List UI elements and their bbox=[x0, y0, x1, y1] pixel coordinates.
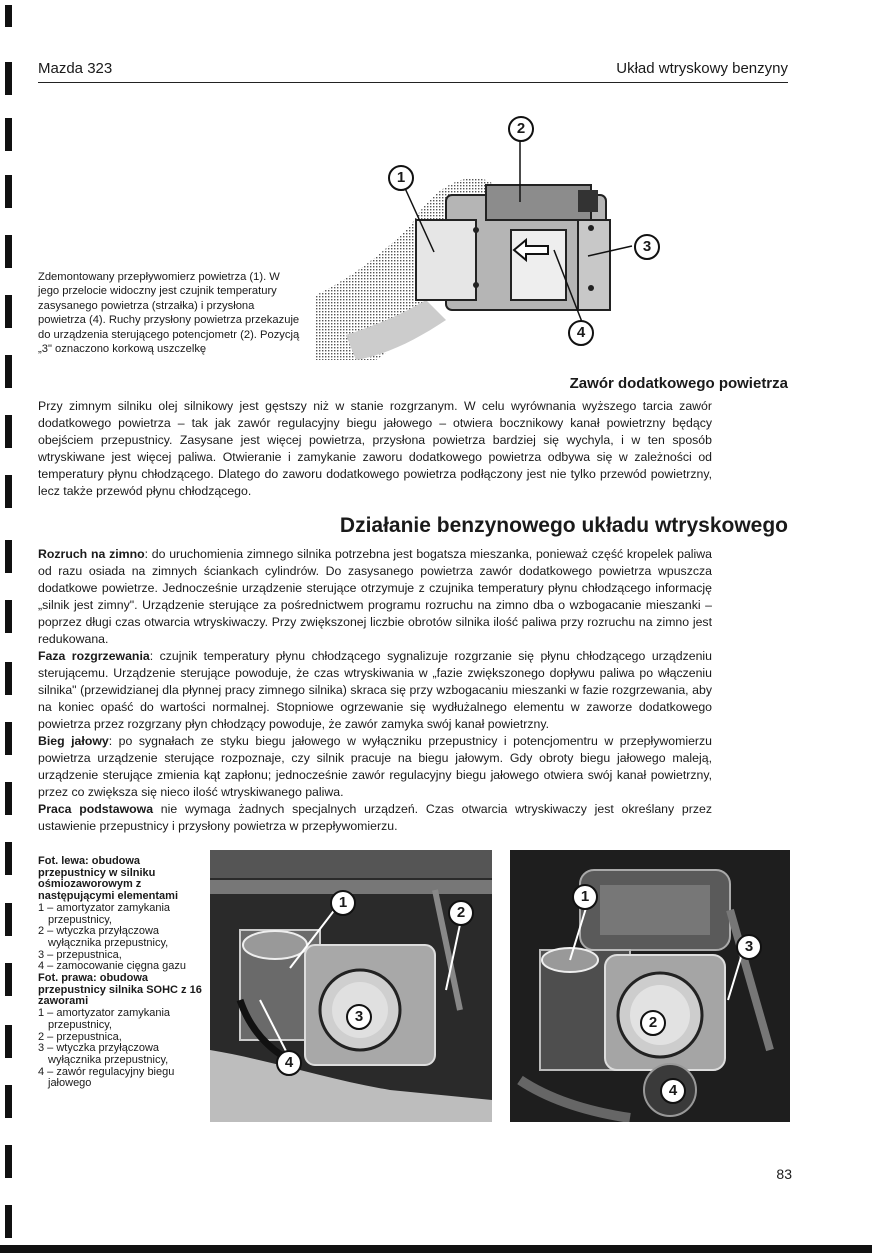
left-callout-2: 2 bbox=[448, 900, 474, 926]
left-callout-1: 1 bbox=[330, 890, 356, 916]
throttle-body-photo-right bbox=[510, 850, 790, 1122]
aux-valve-text: Przy zimnym silniku olej silnikowy jest gęstszy niż w stanie rozgrzanym. W celu wyrównania wyższego tarcia zawór dodatkowego powietrza – tak jak zawór regulacyjny biegu jałowego – otwiera bocznikowy kanał powietrzny będący obejściem przepustnicy. Zasysane jest więcej powietrza, przysłona powietrza bardziej się wychyla, i w ten sposób wtryskiwane jest więcej paliwa. Otwieranie i zamykanie zaworu dodatkowego powietrza odbywa się w zależności od temperatury płynu chłodzącego. Dlatego do zaworu dodatkowego powietrza podłączony jest nie tylko przewód powietrzny, lecz także przewód płynu chłodzącego. bbox=[38, 399, 712, 498]
page-number: 83 bbox=[776, 1166, 792, 1182]
scan-mark bbox=[5, 782, 12, 815]
scan-mark bbox=[5, 118, 12, 151]
right-item-1: 1 – amortyzator zamykania przepustnicy, bbox=[38, 1007, 171, 1031]
scan-mark bbox=[5, 1145, 12, 1178]
scan-mark bbox=[5, 355, 12, 388]
lead-idle: Bieg jałowy bbox=[38, 734, 109, 748]
lead-warm-up: Faza rozgrzewania bbox=[38, 649, 150, 663]
right-callout-1: 1 bbox=[572, 884, 598, 910]
scan-mark bbox=[5, 1205, 12, 1238]
callout-3: 3 bbox=[634, 234, 660, 260]
scan-mark bbox=[5, 1085, 12, 1118]
scan-mark bbox=[5, 722, 12, 755]
callout-1: 1 bbox=[388, 165, 414, 191]
callout-2: 2 bbox=[508, 116, 534, 142]
figure-bottom-caption bbox=[38, 856, 206, 1090]
right-callout-2: 2 bbox=[640, 1010, 666, 1036]
right-callout-4: 4 bbox=[660, 1078, 686, 1104]
right-photo-title: Fot. prawa: obudowa przepustnicy silnika SOHC z 16 zaworami bbox=[38, 972, 202, 1008]
scan-mark bbox=[5, 842, 12, 875]
scan-mark bbox=[5, 235, 12, 268]
throttle-body-photo-left bbox=[210, 850, 492, 1122]
text-warm-up: : czujnik temperatury płynu chłodzącego sygnalizuje rozgrzanie się płynu chłodzącego urządzeniu sterującemu. Urządzenie sterujące powoduje, że czas wtryskiwania w „fazie zwiększonego dopływu paliwa po włączeniu silnika" (przewidzianej dla płynnej pracy zimnego silnika) skraca się przy wzbogacaniu mieszanki w fazie rozgrzewania, aby na koniec opaść do wartości normalnej. Stopniowe ogrzewanie się wydłużalnego elementu w zaworze dodatkowego powietrza przez rozgrzany płyn chłodzący powoduje, że zawór zamyka swój kanał powietrzny. bbox=[38, 649, 712, 731]
text-cold-start: : do uruchomienia zimnego silnika potrzebna jest bogatsza mieszanka, ponieważ część kropelek paliwa od razu osiada na zimnych ściankach cylindrów. Do zasysanego powietrza zawór dodatkowego powietrza wpuszcza dodatkowe powietrze. Jednocześnie urządzenie sterujące otrzymuje z czujnika temperatury płynu chłodzącego informację „silnik jest zimny". Urządzenie sterujące za pośrednictwem programu rozruchu na zimno dba o wzbogacanie mieszanki – poprzez długi czas otwarcia wtryskiwaczy. Przy zwiększonej liczbie obrotów silnika ilość paliwa przy rozruchu na zimno jest redukowana. bbox=[38, 547, 712, 646]
scan-bottom-edge bbox=[0, 1245, 872, 1253]
text-idle: : po sygnałach ze styku biegu jałowego w wyłączniku przepustnicy i potencjomentru w przepływomierzu powietrza urządzenie sterujące rozpoznaje, czy silnik pracuje na biegu jałowym. Gdy obroty biegu jałowego maleją, urządzenie sterujące zmienia kąt zapłonu; jednocześnie zawór regulacyjny biegu jałowego otwiera swój kanał powietrzny, przez co zwiększa się nieco ilość wtryskiwanego paliwa. bbox=[38, 734, 712, 799]
scan-mark bbox=[5, 295, 12, 328]
scan-mark bbox=[5, 475, 12, 508]
header-title: Mazda 323 bbox=[38, 60, 113, 77]
scan-mark bbox=[5, 175, 12, 208]
right-item-3: 3 – wtyczka przyłączowa wyłącznika przepustnicy, bbox=[38, 1042, 169, 1066]
scan-mark bbox=[5, 415, 12, 448]
left-callout-4: 4 bbox=[276, 1050, 302, 1076]
operation-text bbox=[38, 546, 712, 835]
left-callout-3: 3 bbox=[346, 1004, 372, 1030]
scan-mark bbox=[5, 62, 12, 95]
scan-mark bbox=[5, 963, 12, 996]
left-item-2: 2 – wtyczka przyłączowa wyłącznika przepustnicy, bbox=[38, 925, 169, 949]
scan-mark bbox=[5, 1025, 12, 1058]
section-heading-aux-valve: Zawór dodatkowego powietrza bbox=[569, 375, 788, 392]
lead-basic-operation: Praca podstawowa bbox=[38, 802, 154, 816]
right-callout-3: 3 bbox=[736, 934, 762, 960]
left-item-3: 3 – przepustnica, bbox=[38, 948, 122, 961]
scan-mark bbox=[5, 5, 12, 27]
airflow-meter-photo bbox=[316, 110, 708, 380]
figure-top-caption: Zdemontowany przepływomierz powietrza (1). W jego przelocie widoczny jest czujnik temperatury zasysanego powietrza (strzałka) i przysłona powietrza (4). Ruchy przysłony powietrza przekazuje do urządzenia sterującego potencjometr (2). Pozycją „3" oznaczono korkową uszczelkę bbox=[38, 271, 300, 356]
lead-cold-start: Rozruch na zimno bbox=[38, 547, 145, 561]
scan-mark bbox=[5, 540, 12, 573]
header-chapter: Układ wtryskowy benzyny bbox=[616, 60, 788, 77]
left-item-4: 4 – zamocowanie cięgna gazu bbox=[38, 960, 186, 973]
header-rule bbox=[38, 82, 788, 83]
left-item-1: 1 – amortyzator zamykania przepustnicy, bbox=[38, 901, 171, 926]
right-item-4: 4 – zawór regulacyjny biegu jałowego bbox=[38, 1065, 175, 1090]
left-photo-title: Fot. lewa: obudowa przepustnicy w silniku ośmiozaworowym z następującymi elementami bbox=[38, 855, 179, 903]
callout-4: 4 bbox=[568, 320, 594, 346]
text-basic-operation: nie wymaga żadnych specjalnych urządzeń. Czas otwarcia wtryskiwaczy jest określany przez ustawienie przepustnicy i przysłony powietrza w przepływomierzu. bbox=[38, 802, 712, 833]
scan-mark bbox=[5, 662, 12, 695]
scan-mark bbox=[5, 600, 12, 633]
right-item-2: 2 – przepustnica, bbox=[38, 1030, 122, 1043]
main-heading: Działanie benzynowego układu wtryskowego bbox=[339, 514, 788, 537]
scan-mark bbox=[5, 903, 12, 936]
